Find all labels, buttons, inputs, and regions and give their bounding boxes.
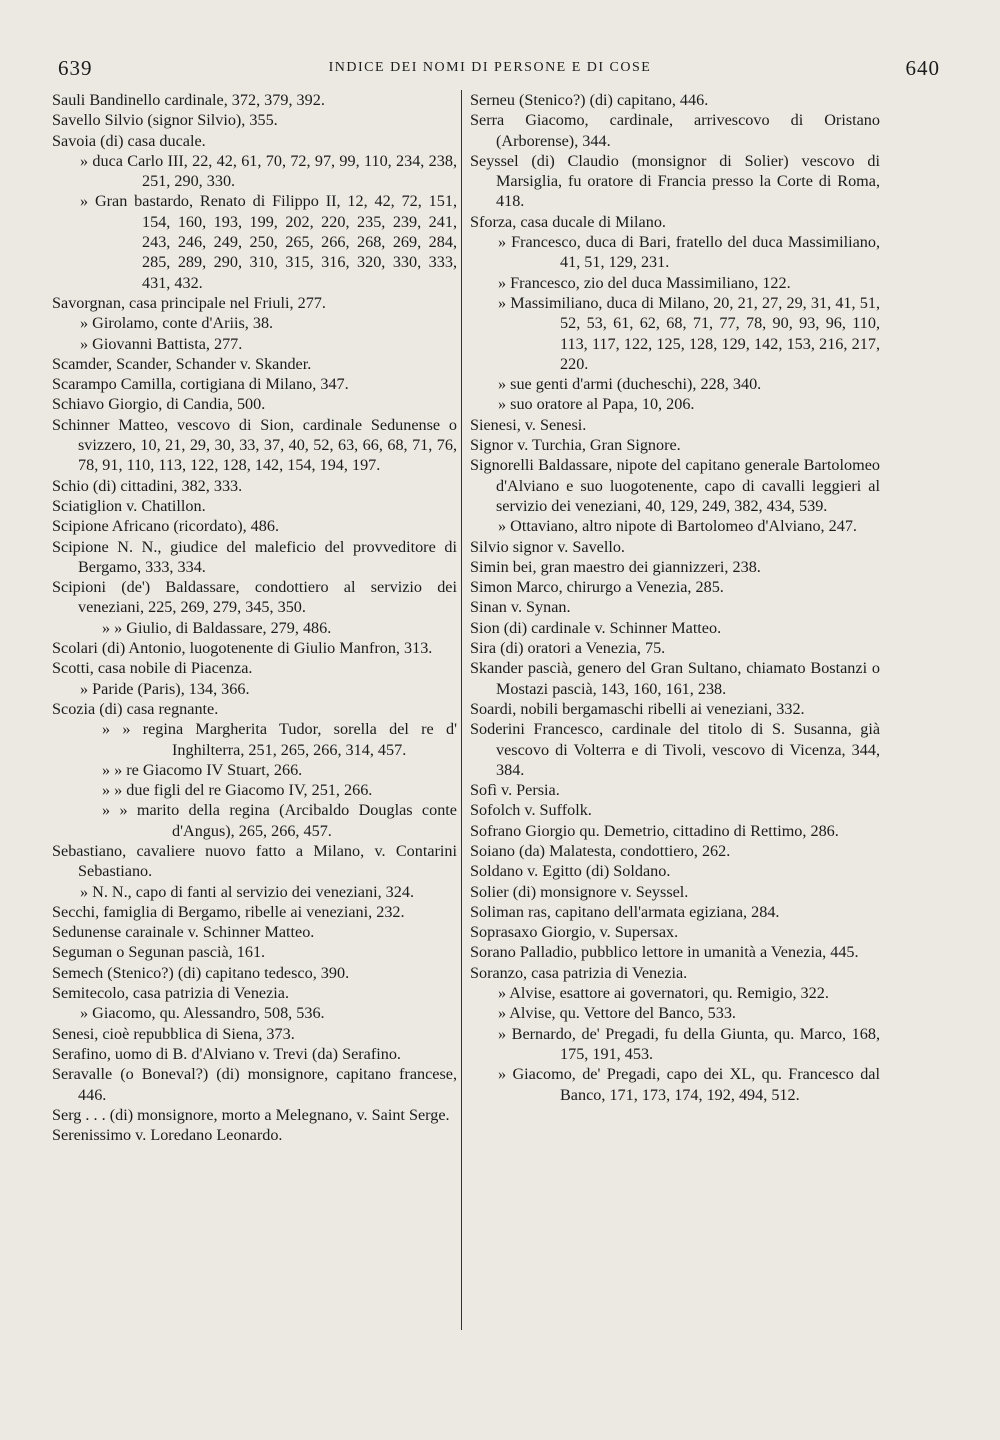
index-entry: » » regina Margherita Tudor, sorella del re d' Inghilterra, 251, 265, 266, 314, 457. (102, 720, 457, 759)
index-entry: Serra Giacomo, cardinale, arrivescovo di Oristano (Arborense), 344. (470, 111, 880, 150)
index-entry: » Alvise, qu. Vettore del Banco, 533. (498, 1004, 736, 1023)
page-number-right: 640 (905, 56, 940, 80)
index-entry: » Girolamo, conte d'Ariis, 38. (80, 314, 274, 333)
index-entry: » Alvise, esattore ai governatori, qu. Remigio, 322. (498, 984, 829, 1003)
index-entry: Scamder, Scander, Schander v. Skander. (52, 354, 312, 373)
index-entry: » Giacomo, de' Pregadi, capo dei XL, qu. Francesco dal Banco, 171, 173, 174, 192, 494, 512. (498, 1065, 880, 1104)
index-entry: Sion (di) cardinale v. Schinner Matteo. (470, 618, 722, 637)
index-entry: Schiavo Giorgio, di Candia, 500. (52, 395, 266, 414)
index-entry: » Gran bastardo, Renato di Filippo II, 12, 42, 72, 151, 154, 160, 193, 199, 202, 220, 235, 239, 241, 243, 246, 249, 250, 265, 266, 268, 269, 284, 285, 289, 290, 310, 315, 316, 320, 330, 333, 431, 432. (80, 192, 457, 292)
index-entry: » » marito della regina (Arcibaldo Douglas conte d'Angus), 265, 266, 457. (102, 801, 457, 840)
index-entry: Soprasaxo Giorgio, v. Supersax. (470, 923, 679, 942)
index-entry: Sinan v. Synan. (470, 598, 571, 617)
index-entry: Sofolch v. Suffolk. (470, 801, 592, 820)
index-entry: Sira (di) oratori a Venezia, 75. (470, 639, 666, 658)
index-entry: Sofrano Giorgio qu. Demetrio, cittadino di Rettimo, 286. (470, 821, 839, 840)
index-entry: » Giovanni Battista, 277. (80, 334, 243, 353)
running-title: INDICE DEI NOMI DI PERSONE E DI COSE (328, 60, 652, 75)
index-entry: Sebastiano, cavaliere nuovo fatto a Milano, v. Contarini Sebastiano. (52, 841, 457, 881)
page-number-left: 639 (58, 56, 93, 80)
index-entry: Scipione N. N., giudice del maleficio del provveditore di Bergamo, 333, 334. (52, 537, 457, 576)
index-entry: Soliman ras, capitano dell'armata egiziana, 284. (470, 902, 780, 921)
index-entry: Signorelli Baldassare, nipote del capitano generale Bartolomeo d'Alviano e suo luogotenente, capo di cavalli leggieri al servizio dei veneziani, 40, 129, 249, 382, 434, 539. (470, 456, 880, 515)
index-entry: Sienesi, v. Senesi. (470, 415, 587, 434)
index-entry: Schio (di) cittadini, 382, 333. (52, 476, 243, 495)
index-entry: » Ottaviano, altro nipote di Bartolomeo d'Alviano, 247. (498, 517, 857, 536)
index-column-left (52, 90, 457, 1145)
column-divider (461, 90, 462, 1330)
index-entry: Seguman o Segunan pascià, 161. (52, 943, 266, 962)
index-entry: Scotti, casa nobile di Piacenza. (52, 659, 253, 678)
running-header (40, 52, 940, 86)
index-entry: Sforza, casa ducale di Milano. (470, 212, 666, 231)
index-entry: Sofì v. Persia. (470, 781, 560, 800)
index-entry: » » due figli del re Giacomo IV, 251, 266. (102, 781, 373, 800)
index-entry: Serafino, uomo di B. d'Alviano v. Trevi (da) Serafino. (52, 1044, 401, 1063)
index-entry: Serg . . . (di) monsignore, morto a Melegnano, v. Saint Serge. (52, 1105, 450, 1124)
index-entry: Scozia (di) casa regnante. (52, 699, 219, 718)
index-entry: Scipioni (de') Baldassare, condottiero al servizio dei veneziani, 225, 269, 279, 345, 350. (52, 578, 457, 617)
index-entry: Secchi, famiglia di Bergamo, ribelle ai veneziani, 232. (52, 902, 405, 921)
index-entry: Soiano (da) Malatesta, condottiero, 262. (470, 841, 731, 860)
index-entry: Scolari (di) Antonio, luogotenente di Giulio Manfron, 313. (52, 639, 433, 658)
index-entry: Savoia (di) casa ducale. (52, 131, 206, 150)
index-entry: Savorgnan, casa principale nel Friuli, 277. (52, 293, 326, 312)
index-entry: Simon Marco, chirurgo a Venezia, 285. (470, 578, 724, 597)
index-entry: Soldano v. Egitto (di) Soldano. (470, 862, 671, 881)
index-entry: Savello Silvio (signor Silvio), 355. (52, 111, 278, 130)
index-entry: Scipione Africano (ricordato), 486. (52, 517, 280, 536)
index-entry: » Giacomo, qu. Alessandro, 508, 536. (80, 1004, 325, 1023)
index-entry: Sciatiglion v. Chatillon. (52, 496, 206, 515)
index-entry: » Francesco, zio del duca Massimiliano, 122. (498, 273, 791, 292)
index-entry: » Paride (Paris), 134, 366. (80, 679, 250, 698)
index-entry: Sedunense carainale v. Schinner Matteo. (52, 923, 315, 942)
index-entry: Seravalle (o Boneval?) (di) monsignore, capitano francese, 446. (52, 1065, 457, 1104)
index-entry: » suo oratore al Papa, 10, 206. (498, 395, 695, 414)
index-entry: Signor v. Turchia, Gran Signore. (470, 436, 681, 455)
index-entry: Skander pascià, genero del Gran Sultano, chiamato Bostanzi o Mostazi pascià, 143, 160, 161, 238. (470, 659, 880, 698)
index-entry: » duca Carlo III, 22, 42, 61, 70, 72, 97, 99, 110, 234, 238, 251, 290, 330. (80, 151, 457, 191)
index-entry: » sue genti d'armi (ducheschi), 228, 340. (498, 375, 762, 394)
index-entry: Serneu (Stenico?) (di) capitano, 446. (470, 91, 709, 109)
index-entry: » Massimiliano, duca di Milano, 20, 21, 27, 29, 31, 41, 51, 52, 53, 61, 62, 68, 71, 77, 78, 90, 93, 96, 110, 113, 117, 122, 125, 128, 129, 142, 153, 216, 217, 220. (498, 293, 880, 373)
index-entry: » N. N., capo di fanti al servizio dei veneziani, 324. (80, 882, 414, 901)
index-entry: Schinner Matteo, vescovo di Sion, cardinale Sedunense o svizzero, 10, 21, 29, 30, 33, 37, 40, 52, 63, 66, 68, 71, 76, 78, 91, 110, 113, 122, 128, 142, 154, 194, 197. (52, 415, 457, 475)
index-entry: Senesi, cioè repubblica di Siena, 373. (52, 1024, 295, 1043)
index-entry: Sorano Palladio, pubblico lettore in umanità a Venezia, 445. (470, 943, 859, 962)
index-entry: Serenissimo v. Loredano Leonardo. (52, 1126, 283, 1145)
index-entry: Seyssel (di) Claudio (monsignor di Solier) vescovo di Marsiglia, fu oratore di Francia presso la Corte di Roma, 418. (470, 151, 880, 211)
index-entry: Soranzo, casa patrizia di Venezia. (470, 963, 688, 982)
index-entry: Solier (di) monsignore v. Seyssel. (470, 882, 689, 901)
index-entry: » Bernardo, de' Pregadi, fu della Giunta, qu. Marco, 168, 175, 191, 453. (498, 1024, 880, 1063)
index-entry: Silvio signor v. Savello. (470, 537, 625, 556)
index-column-right (470, 90, 880, 1105)
index-entry: Sauli Bandinello cardinale, 372, 379, 392. (52, 91, 325, 109)
index-entry: Semech (Stenico?) (di) capitano tedesco, 390. (52, 963, 350, 982)
index-entry: » » re Giacomo IV Stuart, 266. (102, 760, 303, 779)
index-entry: » Francesco, duca di Bari, fratello del duca Massimiliano, 41, 51, 129, 231. (498, 233, 880, 272)
index-entry: Simin bei, gran maestro dei giannizzeri, 238. (470, 557, 761, 576)
index-entry: Soderini Francesco, cardinale del titolo di S. Susanna, già vescovo di Volterra e di Tivoli, vescovo di Vicenza, 344, 384. (470, 720, 880, 779)
index-entry: » » Giulio, di Baldassare, 279, 486. (102, 618, 332, 637)
index-entry: Scarampo Camilla, cortigiana di Milano, 347. (52, 375, 349, 394)
index-entry: Soardi, nobili bergamaschi ribelli ai veneziani, 332. (470, 699, 805, 718)
index-entry: Semitecolo, casa patrizia di Venezia. (52, 984, 290, 1003)
